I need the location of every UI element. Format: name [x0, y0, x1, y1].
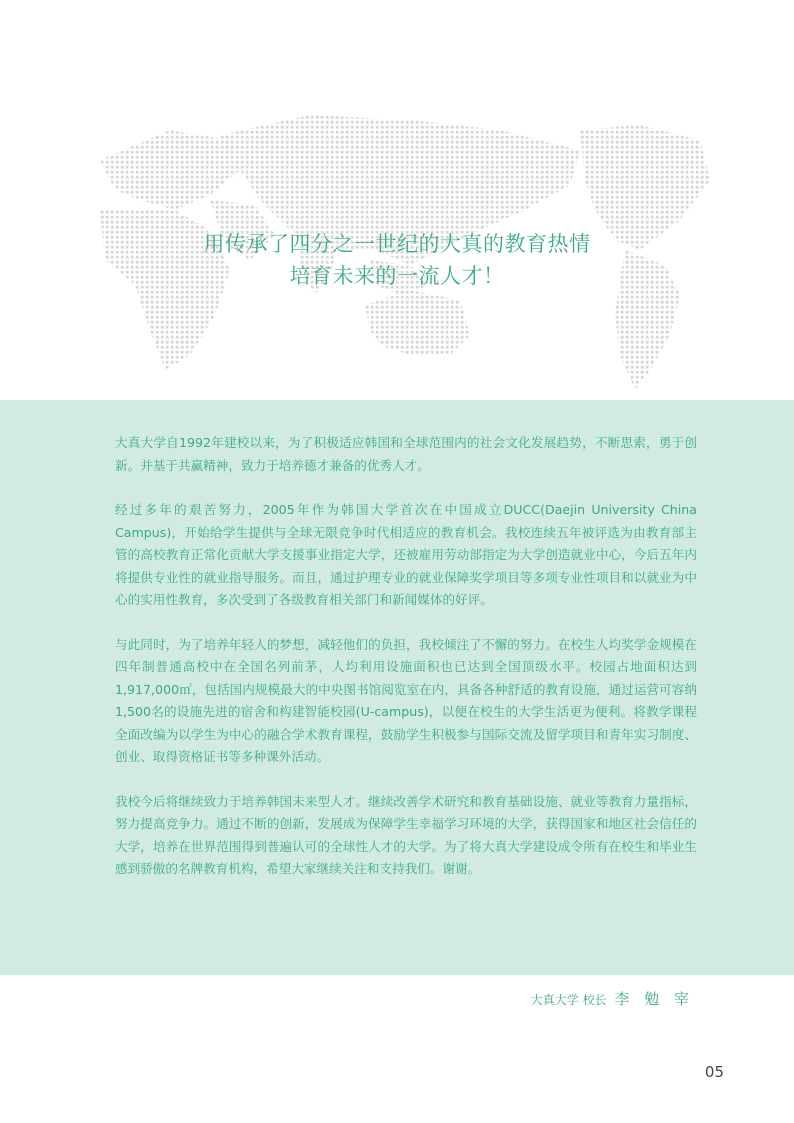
map-europe: [100, 130, 240, 210]
signature-name: 李 勉 宰: [614, 990, 694, 1008]
headline-line-2: 培育未来的一流人才！: [289, 264, 505, 288]
paragraph-2: 经过多年的艰苦努力，2005年作为韩国大学首次在中国成立DUCC(Daejin University China Campus)，开始给学生提供与全球无限竞争时代相适应的教育机会。我校连续五年被评选为由教育部主管的高校教育正常化贡献大学支援事业指定大学，还被雇用劳动部指定为大学创造就业中心，今后五年内将提供专业性的就业指导服务。而且，通过护理专业的就业保障奖学项目等多项专业性项目和以就业为中心的实用性教育，多次受到了各级教育相关部门和新闻媒体的好评。: [115, 502, 697, 607]
paragraph-1: 大真大学自1992年建校以来，为了积极适应韩国和全球范围内的社会文化发展趋势，不断思索，勇于创新。并基于共赢精神，致力于培养德才兼备的优秀人才。: [115, 435, 697, 473]
headline-line-1: 用传承了四分之一世纪的大真的教育热情: [203, 232, 591, 256]
paragraph-4: 我校今后将继续致力于培养韩国未来型人才。继续改善学术研究和教育基础设施、就业等教育力量指标，努力提高竞争力。通过不断的创新，发展成为保障学生幸福学习环境的大学，获得国家和地区社会信任的大学，培养在世界范围得到普遍认可的全球性人才的大学。为了将大真大学建设成令所有在校生和毕业生感到骄傲的名牌教育机构，希望大家继续关注和支持我们。谢谢。: [115, 793, 697, 876]
paragraph-3: 与此同时，为了培养年轻人的梦想，减轻他们的负担，我校倾注了不懈的努力。在校生人均奖学金规模在四年制普通高校中在全国名列前茅，人均利用设施面积也已达到全国顶级水平。校园占地面积达到1,917,000㎡，包括国内规模最大的中央图书馆阅览室在内，具备各种舒适的教育设施，通过运营可容纳1,500名的设施先进的宿舍和构建智能校园(U-campus)，以便在校生的大学生活更为便利。将教学课程全面改编为以学生为中心的融合学术教育课程，鼓励学生积极参与国际交流及留学项目和青年实习制度、创业、取得资格证书等多种课外活动。: [115, 636, 697, 764]
map-australia: [365, 290, 470, 355]
signature-title: 大真大学 校长: [530, 993, 607, 1007]
body-text: [115, 432, 697, 903]
headline: [0, 228, 794, 292]
page-number: 05: [704, 1063, 724, 1081]
signature: [531, 988, 694, 1009]
